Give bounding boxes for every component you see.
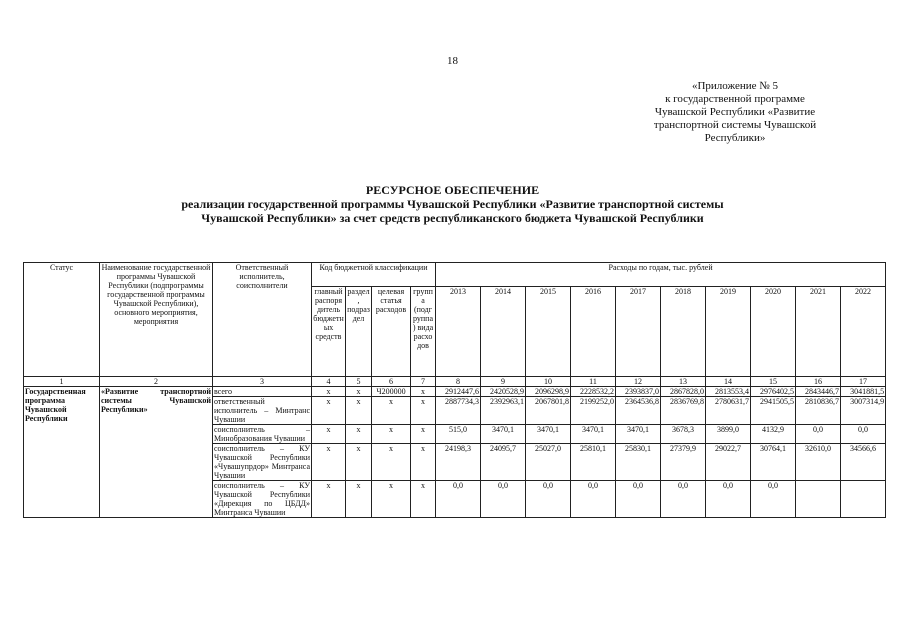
code-cell: x [411,444,436,481]
executor-cell: всего [213,387,312,397]
value-cell: 3007314,9 [841,397,886,425]
value-cell: 515,0 [436,425,481,444]
value-cell [796,481,841,518]
value-cell: 2096298,9 [526,387,571,397]
header-executor: Ответственный исполнитель, соисполнители [213,263,312,377]
header-name: Наименование государственной программы Чувашской Республики (подпрограммы государственной программы Чувашской Республики), основного мероприятия, мероприятия [100,263,213,377]
value-cell: 34566,6 [841,444,886,481]
code-cell: x [312,387,346,397]
value-cell: 29022,7 [706,444,751,481]
value-cell: 2887734,3 [436,397,481,425]
resource-table [23,262,886,518]
column-number: 10 [526,377,571,387]
document-heading [0,183,905,225]
header-year: 2014 [481,287,526,377]
value-cell: 3470,1 [481,425,526,444]
value-cell: 4132,9 [751,425,796,444]
value-cell: 2941505,5 [751,397,796,425]
value-cell: 3470,1 [526,425,571,444]
value-cell: 2867828,0 [661,387,706,397]
value-cell: 2813553,4 [706,387,751,397]
header-year: 2019 [706,287,751,377]
column-number: 3 [213,377,312,387]
column-number: 4 [312,377,346,387]
value-cell: 24095,7 [481,444,526,481]
value-cell: 3899,0 [706,425,751,444]
table-row [24,387,886,397]
heading-line: Чувашской Республики» за счет средств республиканского бюджета Чувашской Республики [201,211,704,225]
value-cell: 25810,1 [571,444,616,481]
column-number: 12 [616,377,661,387]
code-cell: x [346,444,372,481]
value-cell: 24198,3 [436,444,481,481]
heading-title: РЕСУРСНОЕ ОБЕСПЕЧЕНИЕ [365,183,540,197]
value-cell: 0,0 [436,481,481,518]
value-cell [841,481,886,518]
value-cell: 0,0 [616,481,661,518]
header-year: 2021 [796,287,841,377]
code-cell: Ч200000 [372,387,411,397]
column-number: 17 [841,377,886,387]
code-cell: x [346,481,372,518]
value-cell: 0,0 [796,425,841,444]
code-cell: x [411,387,436,397]
value-cell: 2912447,6 [436,387,481,397]
value-cell: 32610,0 [796,444,841,481]
value-cell: 2393837,0 [616,387,661,397]
value-cell: 2067801,8 [526,397,571,425]
code-cell: x [312,397,346,425]
header-main-manager: главный распорядитель бюджетных средств [312,287,346,377]
value-cell: 0,0 [661,481,706,518]
value-cell: 0,0 [841,425,886,444]
value-cell: 0,0 [526,481,571,518]
code-cell: x [372,444,411,481]
code-cell: x [372,481,411,518]
header-year: 2020 [751,287,796,377]
column-number: 7 [411,377,436,387]
value-cell: 0,0 [751,481,796,518]
column-number: 1 [24,377,100,387]
code-cell: x [411,397,436,425]
value-cell: 0,0 [706,481,751,518]
column-number: 9 [481,377,526,387]
heading-line: реализации государственной программы Чувашской Республики «Развитие транспортной системы [181,197,724,211]
column-number: 5 [346,377,372,387]
executor-cell: соисполнитель – Минобразования Чувашии [214,425,310,443]
header-expense-group: группа (подгруппа) вида расходов [411,287,436,377]
code-cell: x [346,425,372,444]
column-number: 11 [571,377,616,387]
value-cell: 25830,1 [616,444,661,481]
value-cell: 2392963,1 [481,397,526,425]
value-cell: 0,0 [571,481,616,518]
column-number: 13 [661,377,706,387]
value-cell: 3041881,5 [841,387,886,397]
header-year: 2016 [571,287,616,377]
header-section: раздел, подраздел [346,287,372,377]
header-status: Статус [24,263,100,377]
header-year: 2018 [661,287,706,377]
value-cell: 25027,0 [526,444,571,481]
value-cell: 2810836,7 [796,397,841,425]
column-number: 2 [100,377,213,387]
column-number: 15 [751,377,796,387]
column-number: 16 [796,377,841,387]
column-number: 6 [372,377,411,387]
executor-cell: ответственный исполнитель – Минтранс Чувашии [214,397,310,424]
appendix-line: Чувашской Республики «Развитие [654,106,816,118]
value-cell: 2780631,7 [706,397,751,425]
value-cell: 2364536,8 [616,397,661,425]
value-cell: 3678,3 [661,425,706,444]
code-cell: x [372,397,411,425]
value-cell: 3470,1 [571,425,616,444]
code-cell: x [411,425,436,444]
code-cell: x [312,425,346,444]
program-name-cell: «Развитие транспортной системы Чувашской Республики» [100,387,213,518]
page-number: 18 [447,55,458,67]
code-cell: x [312,481,346,518]
value-cell: 0,0 [481,481,526,518]
column-number: 8 [436,377,481,387]
executor-cell: соисполнитель – КУ Чувашской Республики «Чувашупрдор» Минтранса Чувашии [214,444,310,480]
header-budget-code: Код бюджетной классификации [312,263,436,287]
appendix-note [600,80,870,145]
executor-cell: соисполнитель – КУ Чувашской Республики «Дирекция по ЦБДД» Минтранса Чувашии [214,481,310,517]
code-cell: x [312,444,346,481]
value-cell: 27379,9 [661,444,706,481]
status-cell: Государственная программа Чувашской Республики [24,387,100,518]
header-year: 2022 [841,287,886,377]
value-cell: 2843446,7 [796,387,841,397]
appendix-line: к государственной программе [665,93,805,105]
header-target-article: целевая статья расходов [372,287,411,377]
value-cell: 2199252,0 [571,397,616,425]
column-number: 14 [706,377,751,387]
appendix-line: «Приложение № 5 [691,80,779,92]
value-cell: 3470,1 [616,425,661,444]
code-cell: x [372,425,411,444]
column-number-row [24,377,886,387]
code-cell: x [411,481,436,518]
value-cell: 2836769,8 [661,397,706,425]
value-cell: 2976402,5 [751,387,796,397]
value-cell: 2228532,2 [571,387,616,397]
code-cell: x [346,397,372,425]
value-cell: 2420528,9 [481,387,526,397]
header-year: 2015 [526,287,571,377]
header-year: 2013 [436,287,481,377]
appendix-line: Республики» [704,132,766,144]
value-cell: 30764,1 [751,444,796,481]
code-cell: x [346,387,372,397]
appendix-line: транспортной системы Чувашской [653,119,817,131]
header-year: 2017 [616,287,661,377]
header-expenses-by-year: Расходы по годам, тыс. рублей [436,263,886,287]
